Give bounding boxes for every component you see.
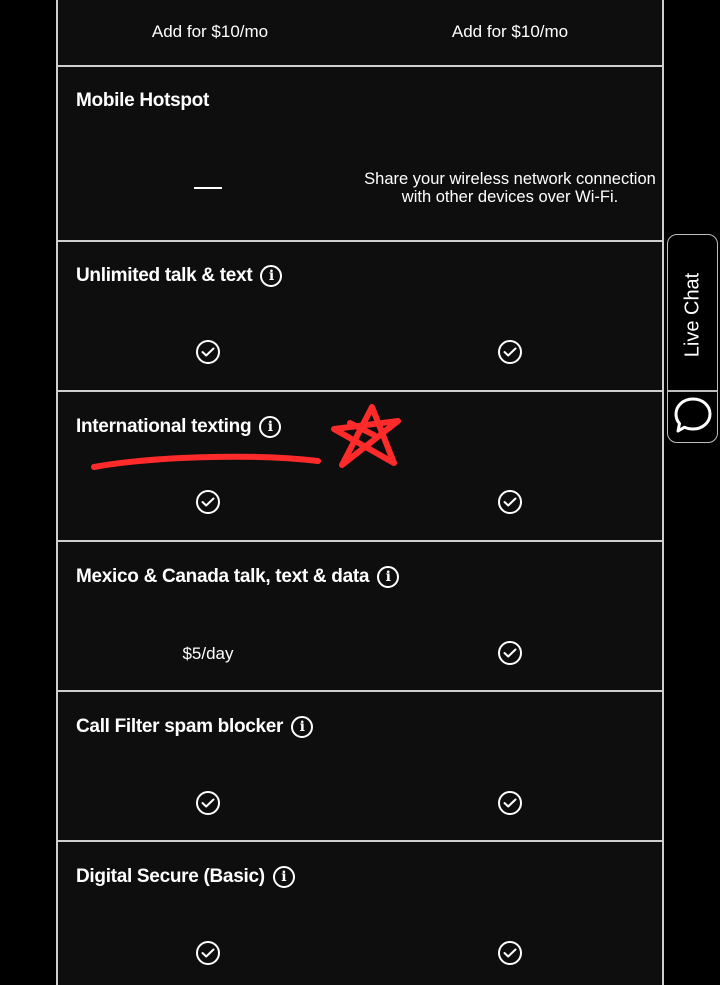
row-divider bbox=[58, 690, 662, 692]
digitalsecure-col1-check bbox=[58, 941, 358, 965]
checkmark-icon bbox=[196, 340, 220, 364]
mexico-col1-price: $5/day bbox=[182, 644, 234, 663]
row-title-label: Mexico & Canada talk, text & data bbox=[76, 566, 370, 587]
addon-price-col1: Add for $10/mo bbox=[151, 22, 269, 41]
row-title-label: Unlimited talk & text bbox=[76, 265, 253, 286]
row-title-digital-secure bbox=[76, 866, 295, 888]
row-title-mobile-hotspot bbox=[76, 90, 209, 112]
unlimited-col2-check bbox=[360, 340, 660, 364]
callfilter-col2-check bbox=[360, 791, 660, 815]
row-title-label: International texting bbox=[76, 416, 252, 437]
callfilter-col1-check bbox=[58, 791, 358, 815]
info-icon[interactable]: i bbox=[259, 416, 281, 438]
info-icon[interactable]: i bbox=[377, 566, 399, 588]
row-divider bbox=[58, 65, 662, 67]
info-icon[interactable]: i bbox=[273, 866, 295, 888]
row-title-unlimited-talk-text bbox=[76, 265, 282, 287]
dash-icon bbox=[194, 187, 222, 189]
intl-col2-check bbox=[360, 490, 660, 514]
row-title-call-filter bbox=[76, 716, 313, 738]
intl-col1-check bbox=[58, 490, 358, 514]
checkmark-icon bbox=[498, 490, 522, 514]
row-title-label: Mobile Hotspot bbox=[76, 90, 210, 111]
live-chat-button[interactable] bbox=[667, 234, 718, 443]
row-title-label: Call Filter spam blocker bbox=[76, 716, 284, 737]
live-chat-divider bbox=[668, 390, 717, 392]
checkmark-icon bbox=[498, 641, 522, 665]
checkmark-icon bbox=[196, 791, 220, 815]
checkmark-icon bbox=[196, 941, 220, 965]
row-divider bbox=[58, 840, 662, 842]
hotspot-col2-description: Share your wireless network connection with other devices over Wi-Fi. bbox=[364, 170, 656, 206]
digitalsecure-col2-check bbox=[360, 941, 660, 965]
mexico-col2-check bbox=[360, 641, 660, 665]
live-chat-label: Live Chat bbox=[681, 272, 703, 358]
row-title-mexico-canada bbox=[76, 566, 399, 588]
info-icon[interactable]: i bbox=[260, 265, 282, 287]
checkmark-icon bbox=[196, 490, 220, 514]
checkmark-icon bbox=[498, 791, 522, 815]
row-divider bbox=[58, 240, 662, 242]
plan-comparison-table bbox=[56, 0, 664, 985]
checkmark-icon bbox=[498, 340, 522, 364]
addon-price-col2: Add for $10/mo bbox=[451, 22, 569, 41]
row-divider bbox=[58, 390, 662, 392]
chat-bubble-icon bbox=[672, 393, 714, 437]
row-title-international-texting bbox=[76, 416, 281, 438]
unlimited-col1-check bbox=[58, 340, 358, 364]
checkmark-icon bbox=[498, 941, 522, 965]
hotspot-col1-none bbox=[58, 176, 358, 200]
row-divider bbox=[58, 540, 662, 542]
row-title-label: Digital Secure (Basic) bbox=[76, 866, 265, 887]
info-icon[interactable]: i bbox=[291, 716, 313, 738]
